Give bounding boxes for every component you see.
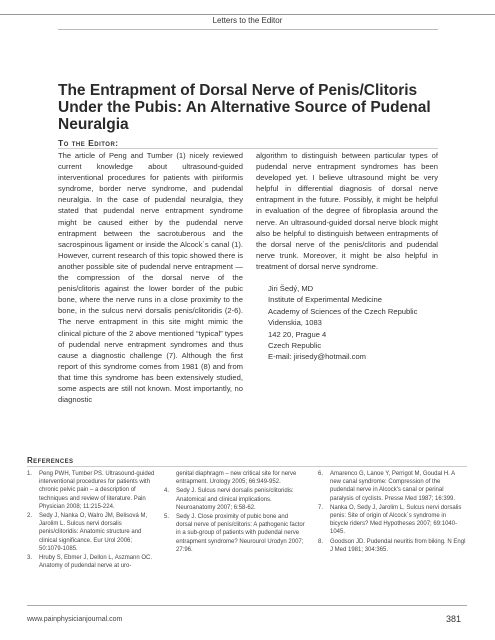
author-institute: Institute of Experimental Medicine [268, 295, 382, 305]
reference-item [27, 512, 155, 553]
page-number: 381 [446, 614, 462, 624]
reference-text: Sedy J, Nanka O, Walro JM, Belisová M, Jarolim L. Sulcus nervi dorsalis penis/clitoridis: Anatomic structure and clinical significance. Eur Urol 2006; 50:1079-1085. [39, 513, 148, 552]
footer-rule [27, 605, 467, 606]
reference-item [318, 538, 466, 554]
reference-text: genital diaphragm – new critical site for nerve entrapment. Urology 2005; 66:949-952. [176, 471, 297, 486]
author-signature [268, 283, 438, 363]
reference-number: 5. [164, 514, 170, 521]
reference-text: Sedy J. Close proximity of pubic bone and dorsal nerve of penis/clitoris: A pathogenic factor in a sub-group of patients with pudendal nerve entrapment syndrome? Neurourol Urodyn 2007; 27:96. [176, 514, 305, 553]
reference-item [27, 554, 155, 570]
reference-text: Goodson JD. Pudendal neuritis from biking. N Engl J Med 1981; 304:365. [330, 538, 466, 553]
reference-item [164, 470, 306, 486]
author-academy: Academy of Sciences of the Czech Republic [268, 306, 418, 316]
reference-text: Nanka O, Sedy J, Jarolim L. Sulcus nervi dorsalis penis: Site of origin of Alcock´s syndrome in bicycle riders? Med Hypotheses 2007; 69:1040-1045. [330, 504, 462, 536]
references-rule [27, 466, 467, 467]
salutation-rule [58, 148, 438, 149]
body-column-right [256, 150, 438, 363]
reference-number: 6. [318, 471, 324, 477]
reference-number [164, 470, 176, 486]
references-column-1 [27, 470, 155, 571]
references-column-2 [164, 470, 306, 555]
article-title: The Entrapment of Dorsal Nerve of Penis/Clitoris Under the Pubis: An Alternative Source of Pudenal Neuralgia [58, 82, 431, 133]
body-paragraph-left: The article of Peng and Tumber (1) nicely reviewed current knowledge about ultrasound-guided interventional procedures for patients with piriformis syndrome, border nerve syndrome, and pudendal neuralgia. In the case of pudendal neuralgia, they stated that pudendal nerve entrapment syndrome might be caused either by the pudendal nerve entrapment between the sacrotuberous and the sacrospinous ligament or inside the Alcock´s canal (1). However, current research of this topic showed there is another possible site of pudendal nerve entrapment — the compression of the dorsal nerve of the penis/clitoris against the lower border of the pubic bone, where the nerve runs in a close proximity to the bone, in the sulcus nervi dorsalis penis/clitoridis (2-6). The nerve entrapment in this site might mimic the clinical picture of the 2 above mentioned “typical” types of pudendal nerve entrapment syndromes and thus cause a diagnostic challenge (7). Although the first report of this syndrome comes from 1981 (8) and from that time this syndrome has been extensively studied, some aspects are still not known. Most importantly, no diagnostic [58, 151, 243, 405]
reference-number: 7. [318, 504, 324, 511]
author-country: Czech Republic [268, 341, 322, 351]
reference-number: 8. [318, 538, 324, 545]
reference-item [318, 504, 466, 537]
reference-item [27, 470, 155, 511]
author-name: Jiri Šedý, MD [268, 284, 314, 294]
references-heading: References [27, 456, 74, 465]
header-divider [58, 29, 438, 30]
author-city: 142 20, Prague 4 [268, 329, 327, 339]
reference-item [164, 513, 306, 554]
reference-number: 1. [27, 471, 33, 477]
reference-number: 2. [27, 513, 33, 520]
body-column-left [58, 150, 243, 405]
reference-text: Peng PWH, Tumber PS. Ultrasound-guided interventional procedures for patients with chronic pelvic pain – a description of techniques and review of literature. Pain Physician 2008; 11:215-224. [39, 471, 155, 510]
reference-number: 4. [164, 488, 170, 495]
reference-text: Sedy J. Sulcus nervi dorsalis penis/clitoridis: Anatomical and clinical implications. Neuroanatomy 2007; 6:58-62. [176, 488, 294, 511]
reference-number: 3. [27, 555, 33, 562]
reference-item [164, 487, 306, 512]
journal-url-link[interactable]: www.painphysicianjournal.com [27, 616, 123, 623]
reference-text: Hruby S, Ebmer J, Dellon L, Aszmann OC. Anatomy of pudendal nerve at uro- [39, 555, 153, 570]
salutation: To the Editor: [58, 138, 119, 148]
reference-text: Amarenco G, Lanoe Y, Perrigot M, Goudal H. A new canal syndrome: Compression of the pudendal nerve in Alcock's canal or perinal paralysis of cyclists. Presse Med 1987; 16:399. [330, 471, 456, 502]
header-rule [0, 14, 495, 15]
author-street: Videnskia, 1083 [268, 318, 322, 328]
references-column-3 [318, 470, 466, 555]
reference-item [318, 470, 466, 503]
author-email[interactable]: E-mail: jirisedy@hotmail.com [268, 352, 367, 362]
section-label: Letters to the Editor [212, 16, 283, 25]
body-paragraph-right: algorithm to distinguish between particular types of pudendal nerve entrapment syndromes has been developed yet. I believe ultrasound might be very helpful in differential diagnosis of dorsal nerve entrapment in the future. Possibly, it might be helpful in evaluation of the degree of fibroplasia around the nerve. An ultrasound-guided dorsal nerve block might also be helpful to distinguish between entrapments of the dorsal nerve of the penis/clitoris and pudendal nerve trunk. Moreover, it might be also helpful in treatment of dorsal nerve syndrome. [256, 151, 438, 271]
